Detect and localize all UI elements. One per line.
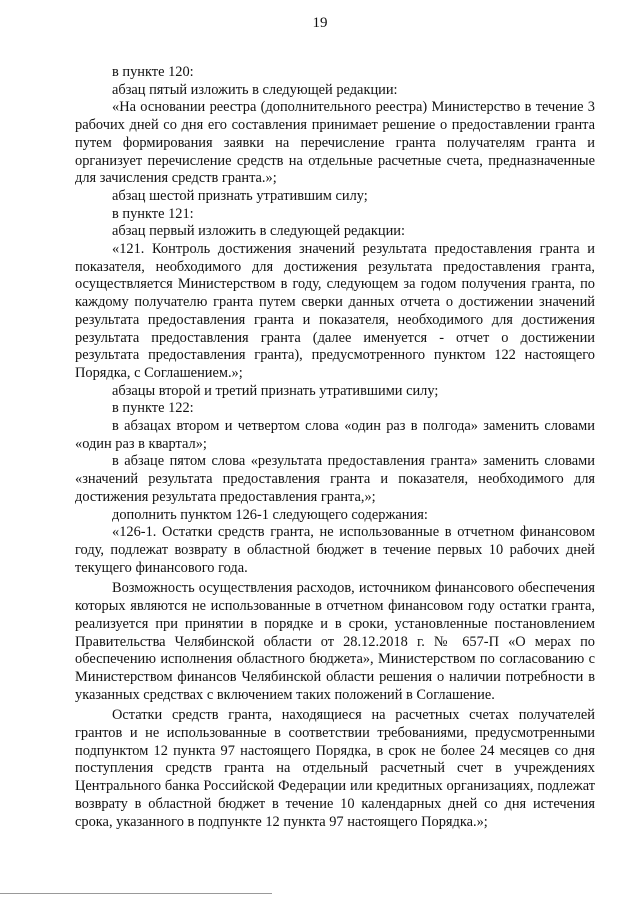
paragraph-8: абзацы второй и третий признать утратившими силу; xyxy=(112,382,439,399)
paragraph-14: Возможность осуществления расходов, источником финансового обеспечения которых являются не использованные в отчетном финансовом году остатки гранта, реализуется при принятии в порядке и в сроки, установленные постановлением Правительства Челябинской области от 28.12.2018 г. № 657-П «О мерах по обеспечению исполнения областного бюджета», Министерством по согласованию с Министерством финансов Челябинской области решения о наличии потребности в указанных средствах с включением таких положений в Соглашение. xyxy=(75,580,595,703)
footer-rule xyxy=(0,893,272,894)
paragraph-6: абзац первый изложить в следующей редакции: xyxy=(112,223,406,240)
paragraph-5: в пункте 121: xyxy=(112,205,194,222)
paragraph-9: в пункте 122: xyxy=(112,400,194,417)
paragraph-11: в абзаце пятом слова «результата предоставления гранта» заменить словами «значений результата предоставления гранта и показателя, необходимого для достижения результата предоставления гранта,»; xyxy=(75,453,595,505)
paragraph-13: «126-1. Остатки средств гранта, не использованные в отчетном финансовом году, подлежат возврату в областной бюджет в течение первых 10 рабочих дней текущего финансового года. xyxy=(75,524,595,576)
page-number: 19 xyxy=(312,15,328,31)
paragraph-15: Остатки средств гранта, находящиеся на расчетных счетах получателей грантов и не использованные в соответствии требованиями, предусмотренными подпунктом 12 пункта 97 настоящего Порядка, в срок не более 24 месяцев со дня поступления средств гранта на отдельный расчетный счет в учреждениях Центрального банка Российской Федерации или кредитных организациях, подлежат возврату в областной бюджет в течение 10 календарных дней со дня истечения срока, указанного в подпункте 12 пункта 97 настоящего Порядка.»; xyxy=(75,707,595,830)
paragraph-1: в пункте 120: xyxy=(112,64,194,80)
paragraph-12: дополнить пунктом 126-1 следующего содержания: xyxy=(112,506,428,523)
paragraph-3: «На основании реестра (дополнительного реестра) Министерство в течение 3 рабочих дней со дня его составления принимает решение о предоставлении гранта путем формирования заявки на перечисление гранта получателям гранта и организует перечисление средств на отдельные расчетные счета, предназначенные для зачисления средств гранта.»; xyxy=(75,99,595,187)
document-body xyxy=(75,64,595,831)
paragraph-7: «121. Контроль достижения значений результата предоставления гранта и показателя, необходимого для достижения результата предоставления гранта, осуществляется Министерством в году, следующем за годом получения гранта, по каждому получателю гранта путем сверки данных отчета о достижении значений результата предоставления гранта и показателя, необходимого для достижения результата предоставления гранта (далее именуется - отчет о достижении результата предоставления гранта), предусмотренного пунктом 122 настоящего Порядка, с Соглашением.»; xyxy=(75,241,595,381)
paragraph-10: в абзацах втором и четвертом слова «один раз в полгода» заменить словами «один раз в квартал»; xyxy=(75,418,595,452)
paragraph-4: абзац шестой признать утратившим силу; xyxy=(112,187,368,204)
paragraph-2: абзац пятый изложить в следующей редакции: xyxy=(112,81,398,98)
